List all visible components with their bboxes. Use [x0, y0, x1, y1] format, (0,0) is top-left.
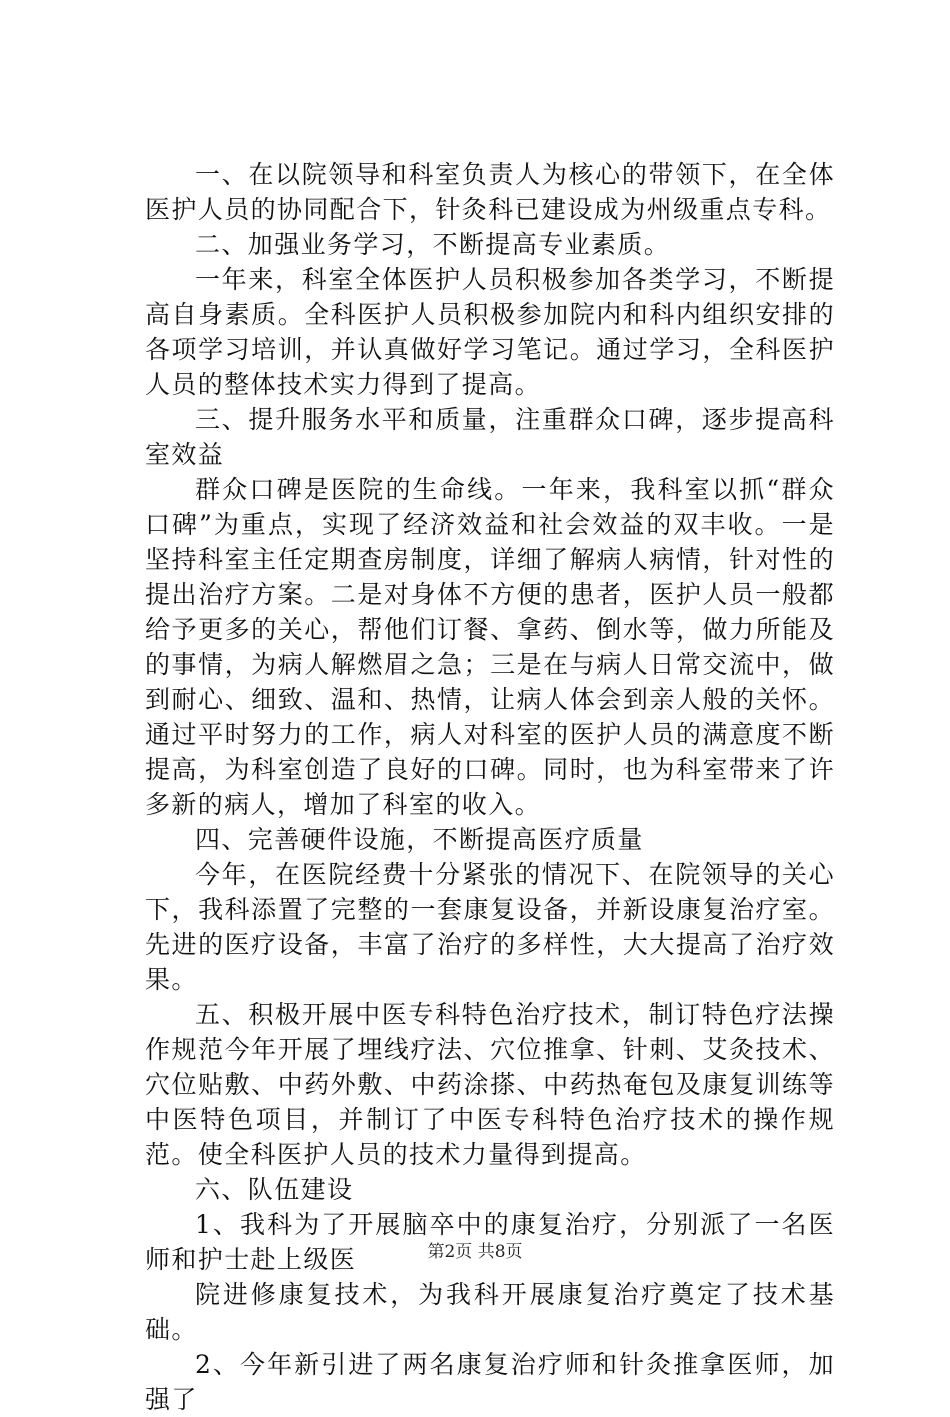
paragraph: 群众口碑是医院的生命线。一年来，我科室以抓“群众口碑”为重点，实现了经济效益和社会效益的双丰收。一是坚持科室主任定期查房制度，详细了解病人病情，针对性的提出治疗方案。二是对身体不方便的患者，医护人员一般都给予更多的关心，帮他们订餐、拿药、倒水等，做力所能及的事情，为病人解燃眉之急；三是在与病人日常交流中，做到耐心、细致、温和、热情，让病人体会到亲人般的关怀。通过平时努力的工作，病人对科室的医护人员的满意度不断提高，为科室创造了良好的口碑。同时，也为科室带来了许多新的病人，增加了科室的收入。	[145, 475, 835, 819]
paragraph: 院进修康复技术，为我科开展康复治疗奠定了技术基础。	[145, 1280, 835, 1344]
section-heading: 二、加强业务学习，不断提高专业素质。	[195, 230, 671, 259]
section-heading: 四、完善硬件设施，不断提高医疗质量	[195, 825, 644, 854]
section-heading: 六、队伍建设	[195, 1175, 354, 1204]
page-number-footer: 第2页 共8页	[427, 1242, 523, 1262]
document-body	[145, 157, 835, 1417]
paragraph: 2、今年新引进了两名康复治疗师和针灸推拿医师，加强了	[145, 1350, 835, 1414]
section-heading: 三、提升服务水平和质量，注重群众口碑，逐步提高科室效益	[145, 405, 835, 469]
paragraph: 今年，在医院经费十分紧张的情况下、在院领导的关心下，我科添置了完整的一套康复设备，并新设康复治疗室。先进的医疗设备，丰富了治疗的多样性，大大提高了治疗效果。	[145, 860, 835, 994]
paragraph: 一、在以院领导和科室负责人为核心的带领下，在全体医护人员的协同配合下，针灸科已建设成为州级重点专科。	[145, 160, 835, 224]
paragraph: 1、我科为了开展脑卒中的康复治疗，分别派了一名医师和护士赴上级医	[145, 1210, 835, 1274]
paragraph: 五、积极开展中医专科特色治疗技术，制订特色疗法操作规范今年开展了埋线疗法、穴位推拿、针刺、艾灸技术、穴位贴敷、中药外敷、中药涂搽、中药热奄包及康复训练等中医特色项目，并制订了中医专科特色治疗技术的操作规范。使全科医护人员的技术力量得到提高。	[145, 1000, 835, 1169]
paragraph: 一年来，科室全体医护人员积极参加各类学习，不断提高自身素质。全科医护人员积极参加院内和科内组织安排的各项学习培训，并认真做好学习笔记。通过学习，全科医护人员的整体技术实力得到了提高。	[145, 265, 835, 399]
